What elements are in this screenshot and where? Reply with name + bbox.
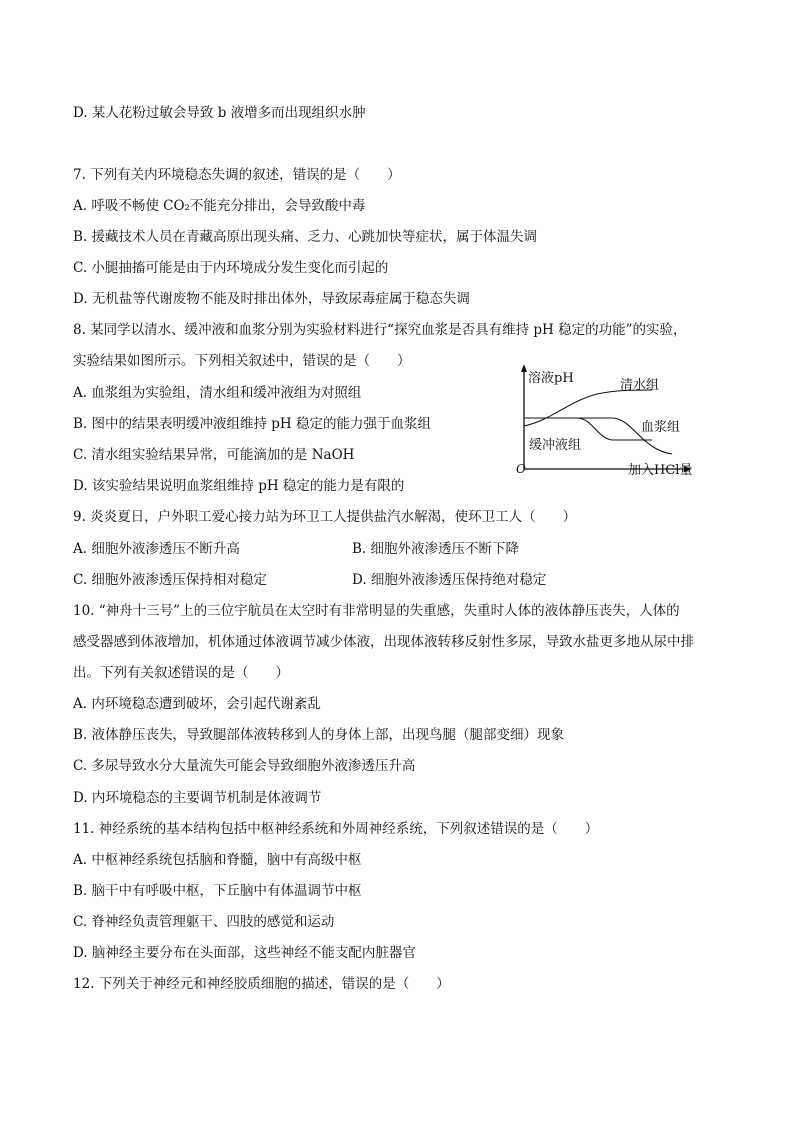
q7-option-d: D. 无机盐等代谢废物不能及时排出体外，导致尿毒症属于稳态失调 (73, 291, 470, 307)
label-buffer-group: 缓冲液组 (529, 438, 582, 453)
ph-experiment-figure (512, 362, 712, 480)
q8-stem-line1: 8. 某同学以清水、缓冲液和血浆分别为实验材料进行“探究血浆是否具有维持 pH 稳定的功能”的实验， (73, 322, 687, 338)
label-plasma-group: 血浆组 (641, 420, 681, 435)
q8-option-a: A. 血浆组为实验组，清水组和缓冲液组为对照组 (73, 385, 362, 401)
label-water-group: 清水组 (620, 378, 660, 393)
q7-option-b: B. 援藏技术人员在青藏高原出现头痛、乏力、心跳加快等症状，属于体温失调 (73, 229, 538, 245)
y-axis-arrow-icon (521, 364, 527, 372)
q8-option-c: C. 清水组实验结果异常，可能滴加的是 NaOH (73, 447, 355, 463)
q6-option-d: D. 某人花粉过敏会导致 b 液增多而出现组织水肿 (73, 105, 366, 121)
q9-option-c: C. 细胞外液渗透压保持相对稳定 (73, 572, 267, 588)
y-axis-label: 溶液pH (528, 371, 574, 386)
q10-option-c: C. 多尿导致水分大量流失可能会导致细胞外液渗透压升高 (73, 758, 416, 774)
q7-option-a: A. 呼吸不畅使 CO₂不能充分排出，会导致酸中毒 (73, 198, 366, 214)
q11-option-d: D. 脑神经主要分布在头面部，这些神经不能支配内脏器官 (73, 945, 416, 961)
q11-option-b: B. 脑干中有呼吸中枢，下丘脑中有体温调节中枢 (73, 883, 362, 899)
q8-option-d: D. 该实验结果说明血浆组维持 pH 稳定的能力是有限的 (73, 478, 405, 494)
q9-option-b: B. 细胞外液渗透压不断下降 (352, 541, 520, 557)
q7-option-c: C. 小腿抽搐可能是由于内环境成分发生变化而引起的 (73, 260, 389, 276)
q7-stem: 7. 下列有关内环境稳态失调的叙述，错误的是（ ） (73, 167, 401, 183)
x-axis-label: 加入HCl量 (628, 463, 693, 478)
q9-stem: 9. 炎炎夏日，户外职工爱心接力站为环卫工人提供盐汽水解渴，使环卫工人（ ） (73, 509, 577, 525)
q10-stem-line1: 10. “神舟十三号”上的三位宇航员在太空时有非常明显的失重感，失重时人体的液体静压丧失，人体的 (73, 603, 680, 619)
q10-option-b: B. 液体静压丧失，导致腿部体液转移到人的身体上部，出现鸟腿（腿部变细）现象 (73, 727, 565, 743)
q10-stem-line3: 出。下列有关叙述错误的是（ ） (73, 665, 289, 681)
q11-option-c: C. 脊神经负责管理躯干、四肢的感觉和运动 (73, 914, 335, 930)
q9-option-a: A. 细胞外液渗透压不断升高 (73, 541, 240, 557)
q10-option-d: D. 内环境稳态的主要调节机制是体液调节 (73, 790, 322, 806)
q8-option-b: B. 图中的结果表明缓冲液组维持 pH 稳定的能力强于血浆组 (73, 416, 431, 432)
q10-stem-line2: 感受器感到体液增加，机体通过体液调节减少体液，出现体液转移反射性多尿，导致水盐更多地从尿中排 (73, 634, 694, 650)
origin-label: O (516, 462, 526, 476)
q11-option-a: A. 中枢神经系统包括脑和脊髓，脑中有高级中枢 (73, 852, 362, 868)
q10-option-a: A. 内环境稳态遭到破坏，会引起代谢紊乱 (73, 696, 321, 712)
series-water-line (524, 390, 652, 426)
q9-option-d: D. 细胞外液渗透压保持绝对稳定 (352, 572, 547, 588)
q8-stem-line2: 实验结果如图所示。下列相关叙述中，错误的是（ ） (73, 353, 411, 369)
q12-stem: 12. 下列关于神经元和神经胶质细胞的描述，错误的是（ ） (73, 976, 450, 992)
q11-stem: 11. 神经系统的基本结构包括中枢神经系统和外周神经系统，下列叙述错误的是（ ） (73, 821, 599, 837)
